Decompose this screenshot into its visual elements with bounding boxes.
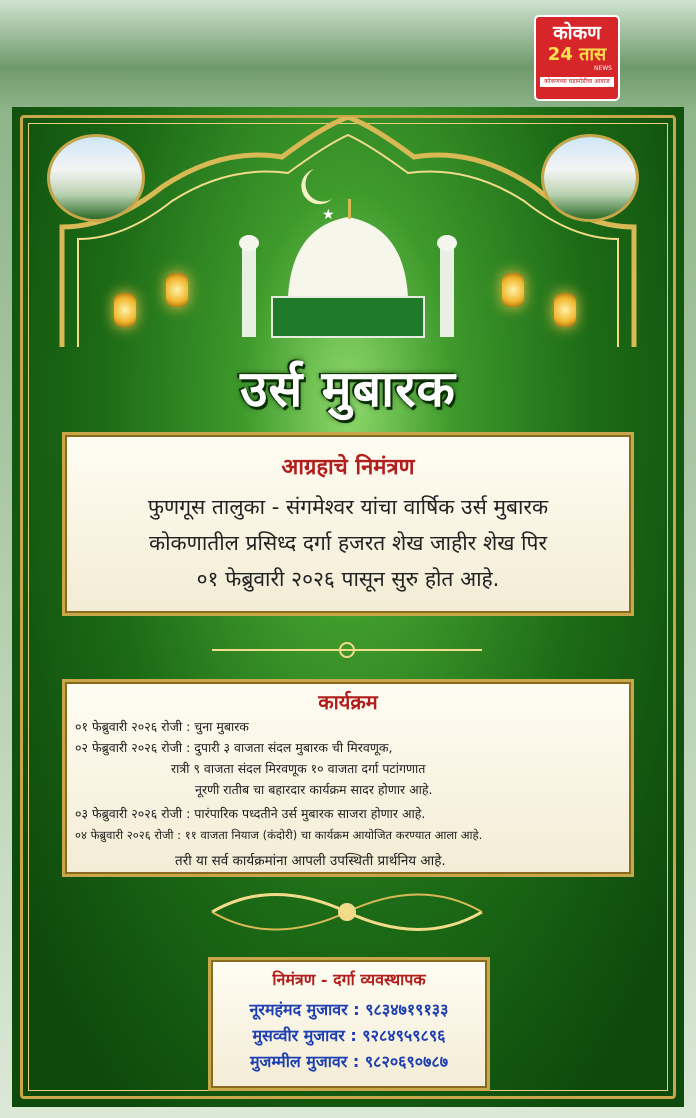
- dargah-photo-left: [50, 137, 142, 219]
- logo-tagline: कोकणच्या घडामोडींचा आवाज: [540, 77, 614, 87]
- page-title: उर्स मुबारक: [240, 360, 456, 418]
- logo-line-1: कोकण: [553, 22, 601, 44]
- logo-line-2: 24 तास: [547, 44, 607, 65]
- contact-line: मुजम्मील मुजावर : ९८२०६९०७८७: [249, 1052, 449, 1071]
- intro-line: ०१ फेब्रुवारी २०२६ पासून सुरु होत आहे.: [196, 567, 500, 591]
- logo-line-3: NEWS: [593, 65, 612, 72]
- contact-line: नूरमहंमद मुजावर : ९८३४७१९१३३: [249, 1000, 449, 1019]
- lantern-icon: [166, 273, 188, 307]
- intro-line: कोकणातील प्रसिध्द दर्गा हजरत शेख जाहीर शेख पिर: [148, 531, 548, 555]
- lantern-icon: [554, 293, 576, 327]
- program-line: रात्री ९ वाजता संदल मिरवणूक १० वाजता दर्गा पटांगणात: [171, 761, 426, 776]
- program-line: नूरणी रातीब चा बहारदार कार्यक्रम सादर होणार आहे.: [195, 782, 433, 797]
- dargah-photo-right: [544, 137, 636, 219]
- invitation-heading: आग्रहाचे निमंत्रण: [281, 454, 415, 480]
- organisers-panel: [208, 957, 490, 1091]
- program-line: ०४ फेब्रुवारी २०२६ रोजी : ११ वाजता नियाज (कंदोरी) चा कार्यक्रम आयोजित करण्यात आला आहे.: [75, 828, 483, 842]
- ornament-flourish: [202, 877, 492, 947]
- svg-text:★: ★: [322, 207, 335, 223]
- ornament-divider: [212, 640, 482, 660]
- contact-line: मुसव्वीर मुजावर : ९२८४९५९८९६: [252, 1026, 446, 1045]
- program-line: तरी या सर्व कार्यक्रमांना आपली उपस्थिती प्रार्थनिय आहे.: [175, 853, 446, 869]
- program-line: ०१ फेब्रुवारी २०२६ रोजी : चुना मुबारक: [75, 719, 249, 734]
- lantern-icon: [502, 273, 524, 307]
- news-logo: [536, 17, 618, 99]
- program-line: ०३ फेब्रुवारी २०२६ रोजी : पारंपारिक पध्दतीने उर्स मुबारक साजरा होणार आहे.: [75, 806, 426, 821]
- invitation-panel: [62, 432, 634, 616]
- urs-invitation-card: [12, 107, 684, 1107]
- program-panel: [62, 679, 634, 877]
- organisers-heading: निमंत्रण - दर्गा व्यवस्थापक: [272, 970, 426, 989]
- program-heading: कार्यक्रम: [318, 690, 378, 714]
- program-line: ०२ फेब्रुवारी २०२६ रोजी : दुपारी ३ वाजता संदल मुबारक ची मिरवणूक,: [75, 740, 393, 755]
- intro-line: फुणगूस तालुका - संगमेश्वर यांचा वार्षिक उर्स मुबारक: [147, 495, 549, 519]
- lantern-icon: [114, 293, 136, 327]
